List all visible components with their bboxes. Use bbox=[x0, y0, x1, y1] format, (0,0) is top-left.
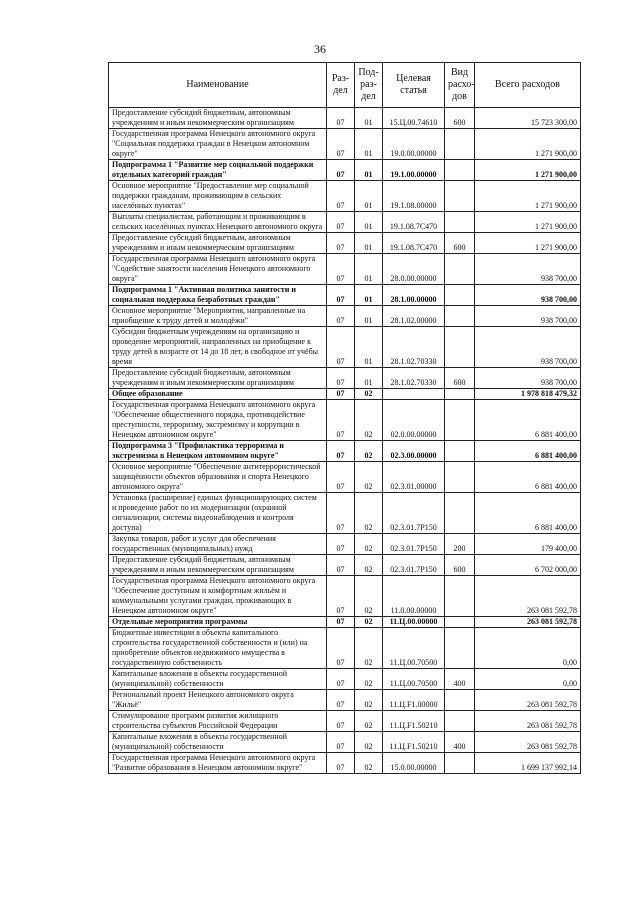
cell-podrazdel: 01 bbox=[355, 212, 383, 233]
header-vid-text: Вид расхо- дов bbox=[448, 67, 475, 102]
cell-vid bbox=[445, 129, 475, 160]
cell-vid: 600 bbox=[445, 555, 475, 576]
cell-razdel: 07 bbox=[327, 441, 355, 462]
table-row bbox=[109, 493, 581, 534]
cell-podrazdel: 02 bbox=[355, 493, 383, 534]
cell-name: Региональный проект Ненецкого автономного округа "Жильё" bbox=[109, 690, 327, 711]
cell-total: 6 881 400,00 bbox=[475, 441, 581, 462]
cell-total: 938 700,00 bbox=[475, 254, 581, 285]
header-total: Всего расходов bbox=[475, 63, 581, 108]
cell-razdel: 07 bbox=[327, 669, 355, 690]
cell-razdel: 07 bbox=[327, 462, 355, 493]
cell-podrazdel: 02 bbox=[355, 617, 383, 628]
cell-razdel: 07 bbox=[327, 400, 355, 441]
cell-vid bbox=[445, 327, 475, 368]
cell-total: 938 700,00 bbox=[475, 368, 581, 389]
cell-vid bbox=[445, 462, 475, 493]
header-podrazdel bbox=[355, 63, 383, 108]
cell-statya: 11.Ц.00.70500 bbox=[383, 669, 445, 690]
cell-total: 6 881 400,00 bbox=[475, 493, 581, 534]
cell-total: 1 271 900,00 bbox=[475, 160, 581, 181]
cell-razdel: 07 bbox=[327, 711, 355, 732]
cell-name: Капитальные вложения в объекты государственной (муниципальной) собственности bbox=[109, 732, 327, 753]
cell-razdel: 07 bbox=[327, 732, 355, 753]
cell-vid bbox=[445, 389, 475, 400]
header-podrazdel-text: Под- раз- дел bbox=[358, 67, 379, 102]
cell-podrazdel: 01 bbox=[355, 368, 383, 389]
cell-razdel: 07 bbox=[327, 129, 355, 160]
cell-statya bbox=[383, 389, 445, 400]
cell-total: 263 081 592,78 bbox=[475, 690, 581, 711]
cell-total: 1 271 900,00 bbox=[475, 129, 581, 160]
table-row bbox=[109, 669, 581, 690]
table-row bbox=[109, 368, 581, 389]
cell-name: Закупка товаров, работ и услуг для обеспечения государственных (муниципальных) нужд bbox=[109, 534, 327, 555]
cell-name: Основное мероприятие "Мероприятия, направленные на приобщение к труду детей и молодёжи" bbox=[109, 306, 327, 327]
cell-vid bbox=[445, 576, 475, 617]
cell-total: 938 700,00 bbox=[475, 285, 581, 306]
cell-statya: 11.0.00.00000 bbox=[383, 576, 445, 617]
cell-podrazdel: 02 bbox=[355, 628, 383, 669]
cell-name: Предоставление субсидий бюджетным, автономным учреждениям и иным некоммерческим организациям bbox=[109, 233, 327, 254]
cell-name: Субсидии бюджетным учреждениям на организацию и проведение мероприятий, направленных на приобщение к труду детей в возрасте от 14 до 18 лет, в свободное от учёбы время bbox=[109, 327, 327, 368]
cell-name: Основное мероприятие "Предоставление мер социальной поддержки гражданам, проживающим в сельских населённых пунктах" bbox=[109, 181, 327, 212]
cell-name: Государственная программа Ненецкого автономного округа "Содействие занятости населения Ненецкого автономного округа" bbox=[109, 254, 327, 285]
cell-vid: 600 bbox=[445, 368, 475, 389]
cell-razdel: 07 bbox=[327, 233, 355, 254]
table-row bbox=[109, 129, 581, 160]
cell-name: Подпрограмма 1 "Активная политика занятости и социальная поддержка безработных граждан" bbox=[109, 285, 327, 306]
cell-total: 0,00 bbox=[475, 669, 581, 690]
cell-podrazdel: 02 bbox=[355, 534, 383, 555]
cell-statya: 02.3.01.00000 bbox=[383, 462, 445, 493]
cell-podrazdel: 02 bbox=[355, 753, 383, 774]
cell-vid bbox=[445, 711, 475, 732]
cell-total: 1 271 900,00 bbox=[475, 233, 581, 254]
cell-total: 938 700,00 bbox=[475, 306, 581, 327]
cell-vid bbox=[445, 400, 475, 441]
cell-total: 6 881 400,00 bbox=[475, 462, 581, 493]
table-row bbox=[109, 534, 581, 555]
cell-name: Основное мероприятие "Обеспечение антитеррористической защищённости объектов образования и спорта Ненецкого автономного округа" bbox=[109, 462, 327, 493]
cell-name: Установка (расширение) единых функционирующих систем и проведение работ по их модернизации (охранной сигнализации, системы видеонаблюдения и контроля доступа) bbox=[109, 493, 327, 534]
budget-table bbox=[108, 62, 581, 774]
cell-vid bbox=[445, 493, 475, 534]
table-row bbox=[109, 306, 581, 327]
cell-vid bbox=[445, 285, 475, 306]
cell-statya: 11.Ц.00.00000 bbox=[383, 617, 445, 628]
table-row bbox=[109, 233, 581, 254]
cell-statya: 11.Ц.00.70500 bbox=[383, 628, 445, 669]
cell-statya: 11.Ц.F1.50210 bbox=[383, 711, 445, 732]
header-vid bbox=[445, 63, 475, 108]
table-header-row bbox=[109, 63, 581, 108]
table-row bbox=[109, 576, 581, 617]
cell-statya: 02.3.01.7Р150 bbox=[383, 555, 445, 576]
cell-podrazdel: 02 bbox=[355, 711, 383, 732]
cell-razdel: 07 bbox=[327, 555, 355, 576]
cell-total: 1 271 900,00 bbox=[475, 212, 581, 233]
cell-name: Подпрограмма 3 "Профилактика терроризма и экстремизма в Ненецком автономном округе" bbox=[109, 441, 327, 462]
cell-razdel: 07 bbox=[327, 181, 355, 212]
cell-name: Государственная программа Ненецкого автономного округа "Развитие образования в Ненецком автономном округе" bbox=[109, 753, 327, 774]
table-row bbox=[109, 617, 581, 628]
cell-name: Подпрограмма 1 "Развитие мер социальной поддержки отдельных категорий граждан" bbox=[109, 160, 327, 181]
cell-podrazdel: 01 bbox=[355, 233, 383, 254]
table-row bbox=[109, 254, 581, 285]
cell-name: Общее образование bbox=[109, 389, 327, 400]
table-body bbox=[109, 108, 581, 774]
cell-name: Выплаты специалистам, работающим и проживающим в сельских населённых пунктах Ненецкого автономного округа bbox=[109, 212, 327, 233]
cell-statya: 28.1.02.70330 bbox=[383, 368, 445, 389]
cell-razdel: 07 bbox=[327, 160, 355, 181]
cell-vid bbox=[445, 690, 475, 711]
cell-razdel: 07 bbox=[327, 628, 355, 669]
cell-razdel: 07 bbox=[327, 327, 355, 368]
cell-total: 938 700,00 bbox=[475, 327, 581, 368]
cell-razdel: 07 bbox=[327, 212, 355, 233]
cell-statya: 02.3.01.7Р150 bbox=[383, 534, 445, 555]
cell-statya: 15.0.00.00000 bbox=[383, 753, 445, 774]
header-statya-text: Целевая статья bbox=[396, 73, 431, 96]
header-razdel-text: Раз- дел bbox=[331, 73, 350, 96]
cell-total: 263 081 592,78 bbox=[475, 576, 581, 617]
cell-vid bbox=[445, 254, 475, 285]
cell-podrazdel: 01 bbox=[355, 254, 383, 285]
cell-vid: 600 bbox=[445, 108, 475, 129]
cell-statya: 28.1.02.00000 bbox=[383, 306, 445, 327]
cell-total: 15 723 300,00 bbox=[475, 108, 581, 129]
table-row bbox=[109, 441, 581, 462]
cell-total: 179 400,00 bbox=[475, 534, 581, 555]
cell-total: 1 699 137 992,14 bbox=[475, 753, 581, 774]
cell-podrazdel: 02 bbox=[355, 400, 383, 441]
table-row bbox=[109, 285, 581, 306]
cell-podrazdel: 02 bbox=[355, 389, 383, 400]
cell-statya: 02.3.00.00000 bbox=[383, 441, 445, 462]
cell-podrazdel: 02 bbox=[355, 669, 383, 690]
cell-razdel: 07 bbox=[327, 753, 355, 774]
table-row bbox=[109, 711, 581, 732]
cell-name: Государственная программа Ненецкого автономного округа "Обеспечение доступным и комфортным жильём и коммунальными услугами граждан, проживающих в Ненецком автономном округе" bbox=[109, 576, 327, 617]
cell-vid bbox=[445, 617, 475, 628]
cell-statya: 19.1.00.00000 bbox=[383, 160, 445, 181]
header-statya bbox=[383, 63, 445, 108]
page-number: 36 bbox=[314, 42, 326, 56]
table-row bbox=[109, 160, 581, 181]
cell-name: Капитальные вложения в объекты государственной (муниципальной) собственности bbox=[109, 669, 327, 690]
cell-podrazdel: 02 bbox=[355, 555, 383, 576]
cell-statya: 11.Ц.F1.50210 bbox=[383, 732, 445, 753]
table-row bbox=[109, 628, 581, 669]
cell-total: 1 978 818 479,32 bbox=[475, 389, 581, 400]
cell-name: Бюджетные инвестиции в объекты капитального строительства государственной собственности и (или) на приобретение объектов недвижимого имущества в государственную собственность bbox=[109, 628, 327, 669]
cell-vid: 200 bbox=[445, 534, 475, 555]
cell-podrazdel: 02 bbox=[355, 462, 383, 493]
cell-podrazdel: 01 bbox=[355, 306, 383, 327]
cell-total: 263 081 592,78 bbox=[475, 617, 581, 628]
cell-podrazdel: 01 bbox=[355, 285, 383, 306]
cell-razdel: 07 bbox=[327, 534, 355, 555]
cell-podrazdel: 01 bbox=[355, 129, 383, 160]
cell-podrazdel: 02 bbox=[355, 441, 383, 462]
cell-razdel: 07 bbox=[327, 617, 355, 628]
cell-vid bbox=[445, 628, 475, 669]
cell-podrazdel: 01 bbox=[355, 181, 383, 212]
cell-razdel: 07 bbox=[327, 285, 355, 306]
cell-statya: 02.3.01.7Р150 bbox=[383, 493, 445, 534]
table-row bbox=[109, 181, 581, 212]
table-row bbox=[109, 108, 581, 129]
cell-total: 263 081 592,78 bbox=[475, 732, 581, 753]
cell-name: Государственная программа Ненецкого автономного округа "Обеспечение общественного порядка, противодействие преступности, терроризму, экстремизму и коррупции в Ненецком автономном округе" bbox=[109, 400, 327, 441]
cell-statya: 28.1.02.70330 bbox=[383, 327, 445, 368]
cell-vid: 400 bbox=[445, 732, 475, 753]
cell-razdel: 07 bbox=[327, 493, 355, 534]
cell-vid: 400 bbox=[445, 669, 475, 690]
cell-statya: 19.1.08.7С470 bbox=[383, 212, 445, 233]
cell-podrazdel: 02 bbox=[355, 732, 383, 753]
table-row bbox=[109, 462, 581, 493]
table-row bbox=[109, 400, 581, 441]
cell-total: 0,00 bbox=[475, 628, 581, 669]
cell-name: Предоставление субсидий бюджетным, автономным учреждениям и иным некоммерческим организациям bbox=[109, 108, 327, 129]
cell-total: 6 702 000,00 bbox=[475, 555, 581, 576]
cell-podrazdel: 01 bbox=[355, 327, 383, 368]
cell-razdel: 07 bbox=[327, 254, 355, 285]
cell-statya: 02.0.00.00000 bbox=[383, 400, 445, 441]
cell-vid bbox=[445, 212, 475, 233]
table-row bbox=[109, 555, 581, 576]
cell-razdel: 07 bbox=[327, 306, 355, 327]
cell-vid bbox=[445, 181, 475, 212]
cell-vid bbox=[445, 753, 475, 774]
cell-total: 263 081 592,78 bbox=[475, 711, 581, 732]
cell-statya: 11.Ц.F1.00000 bbox=[383, 690, 445, 711]
cell-name: Предоставление субсидий бюджетным, автономным учреждениям и иным некоммерческим организациям bbox=[109, 368, 327, 389]
table-row bbox=[109, 327, 581, 368]
cell-podrazdel: 01 bbox=[355, 160, 383, 181]
cell-statya: 28.0.00.00000 bbox=[383, 254, 445, 285]
table-row bbox=[109, 690, 581, 711]
table-row bbox=[109, 212, 581, 233]
cell-total: 6 881 400,00 bbox=[475, 400, 581, 441]
cell-vid: 600 bbox=[445, 233, 475, 254]
header-razdel bbox=[327, 63, 355, 108]
cell-razdel: 07 bbox=[327, 389, 355, 400]
cell-podrazdel: 02 bbox=[355, 576, 383, 617]
table-row bbox=[109, 389, 581, 400]
cell-total: 1 271 900,00 bbox=[475, 181, 581, 212]
cell-razdel: 07 bbox=[327, 368, 355, 389]
cell-name: Стимулирование программ развития жилищного строительства субъектов Российской Федерации bbox=[109, 711, 327, 732]
cell-razdel: 07 bbox=[327, 690, 355, 711]
cell-podrazdel: 01 bbox=[355, 108, 383, 129]
table-row bbox=[109, 753, 581, 774]
cell-razdel: 07 bbox=[327, 576, 355, 617]
cell-name: Отдельные мероприятия программы bbox=[109, 617, 327, 628]
cell-vid bbox=[445, 441, 475, 462]
cell-statya: 19.1.08.7С470 bbox=[383, 233, 445, 254]
cell-statya: 19.1.08.00000 bbox=[383, 181, 445, 212]
header-name: Наименование bbox=[109, 63, 327, 108]
cell-name: Государственная программа Ненецкого автономного округа "Социальная поддержка граждан в Ненецком автономном округе" bbox=[109, 129, 327, 160]
cell-statya: 28.1.00.00000 bbox=[383, 285, 445, 306]
cell-podrazdel: 02 bbox=[355, 690, 383, 711]
cell-name: Предоставление субсидий бюджетным, автономным учреждениям и иным некоммерческим организациям bbox=[109, 555, 327, 576]
table-row bbox=[109, 732, 581, 753]
cell-statya: 19.0.00.00000 bbox=[383, 129, 445, 160]
cell-vid bbox=[445, 306, 475, 327]
cell-vid bbox=[445, 160, 475, 181]
cell-razdel: 07 bbox=[327, 108, 355, 129]
cell-statya: 15.Ц.00.74610 bbox=[383, 108, 445, 129]
